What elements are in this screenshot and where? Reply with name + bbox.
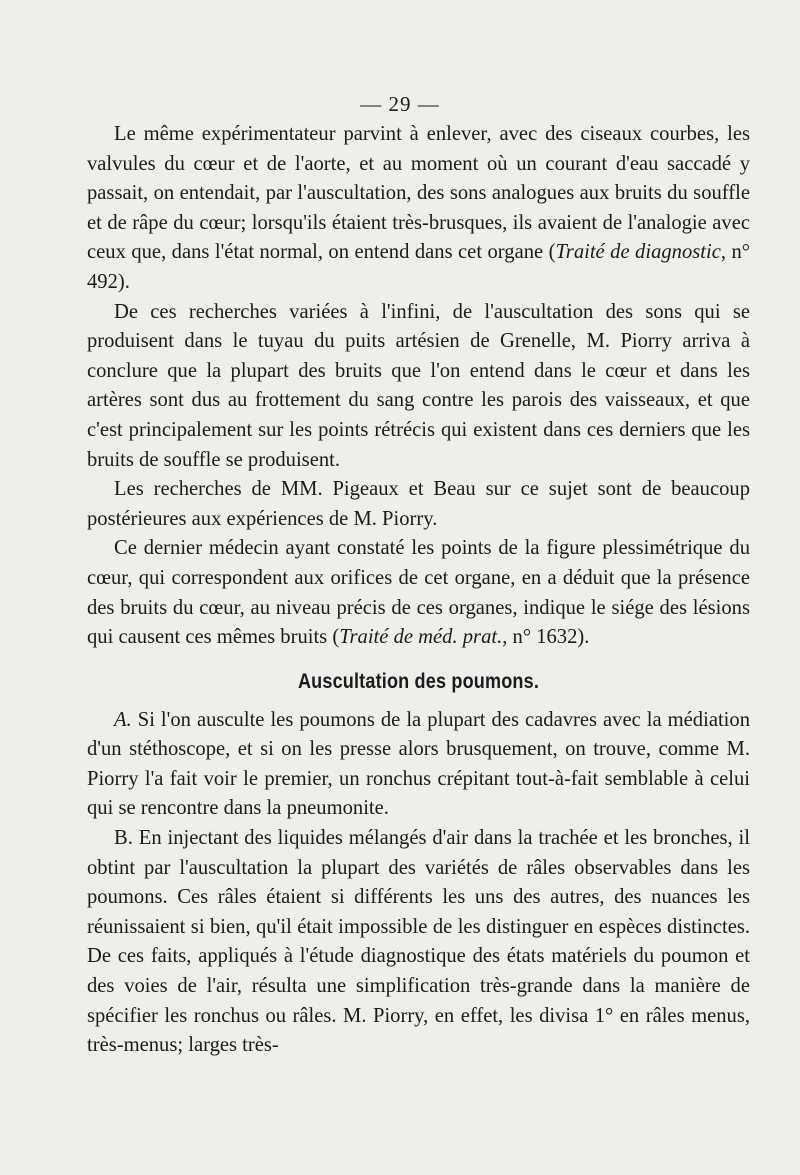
paragraph-1-text: Le même expérimentateur parvint à enlever, avec des ciseaux courbes, les valvules du cœur et de l'aorte, et au moment où un courant d'eau saccadé y passait, on entendait, par l'auscultation, des sons analogues aux bruits du souffle et de râpe du cœur; lorsqu'ils étaient très-brusques, ils avaient de l'analogie avec ceux que, dans l'état normal, on entend dans cet organe ( xyxy=(87,123,750,264)
section-paragraph-a xyxy=(87,706,750,824)
paragraph-2: De ces recherches variées à l'infini, de l'auscultation des sons qui se produisent dans le tuyau du puits artésien de Grenelle, M. Piorry arriva à conclure que la plupart des bruits que l'on entend dans le cœur et dans les artères sont dus au frottement du sang contre les parois des vaisseaux, et que c'est principalement sur les points rétrécis qui existent dans ces derniers que les bruits de souffle se produisent. xyxy=(87,300,750,471)
paragraph-4-reference-number: , n° 1632). xyxy=(502,626,590,649)
page-number: — 29 — xyxy=(360,92,440,116)
paragraph-1 xyxy=(87,120,750,298)
section-title: Auscultation des poumons. xyxy=(297,669,540,693)
paragraph-1-reference: Traité de diagnostic xyxy=(555,241,721,264)
body-text xyxy=(87,120,750,1061)
paragraph-4 xyxy=(87,534,750,652)
section-paragraph-b-marker: B. xyxy=(114,827,133,850)
paragraph-1-reference-number: , n° 492). xyxy=(87,241,750,293)
section-paragraph-b-text: En injectant des liquides mélangés d'air dans la trachée et les bronches, il obtint par l'auscultation la plupart des variétés de râles observables dans les poumons. Ces râles étaient si différents les uns des autres, des nuances les réunissaient si bien, qu'il était impossible de les distinguer en espèces distinctes. De ces faits, appliqués à l'étude diagnostique des états matériels du poumon et des voies de l'air, résulta une simplification très-grande dans la manière de spécifier les ronchus ou râles. M. Piorry, en effet, les divisa 1° en râles menus, très-menus; larges très- xyxy=(87,827,750,1057)
section-paragraph-a-marker: A. xyxy=(114,708,132,731)
paragraph-3: Les recherches de MM. Pigeaux et Beau sur ce sujet sont de beaucoup postérieures aux expériences de M. Piorry. xyxy=(87,478,750,530)
paragraph-4-text: Ce dernier médecin ayant constaté les points de la figure plessimétrique du cœur, qui correspondent aux orifices de cet organe, en a déduit que la présence des bruits du cœur, au niveau précis de ces organes, indique le siége des lésions qui causent ces mêmes bruits ( xyxy=(87,537,750,649)
section-paragraph-b xyxy=(87,824,750,1061)
paragraph-4-reference: Traité de méd. prat. xyxy=(339,626,503,649)
section-paragraph-a-text: Si l'on ausculte les poumons de la plupart des cadavres avec la médiation d'un stéthoscope, et si on les presse alors brusquement, on trouve, comme M. Piorry l'a fait voir le premier, un ronchus crépitant tout-à-fait semblable à celui qui se rencontre dans la pneumonite. xyxy=(87,708,750,820)
